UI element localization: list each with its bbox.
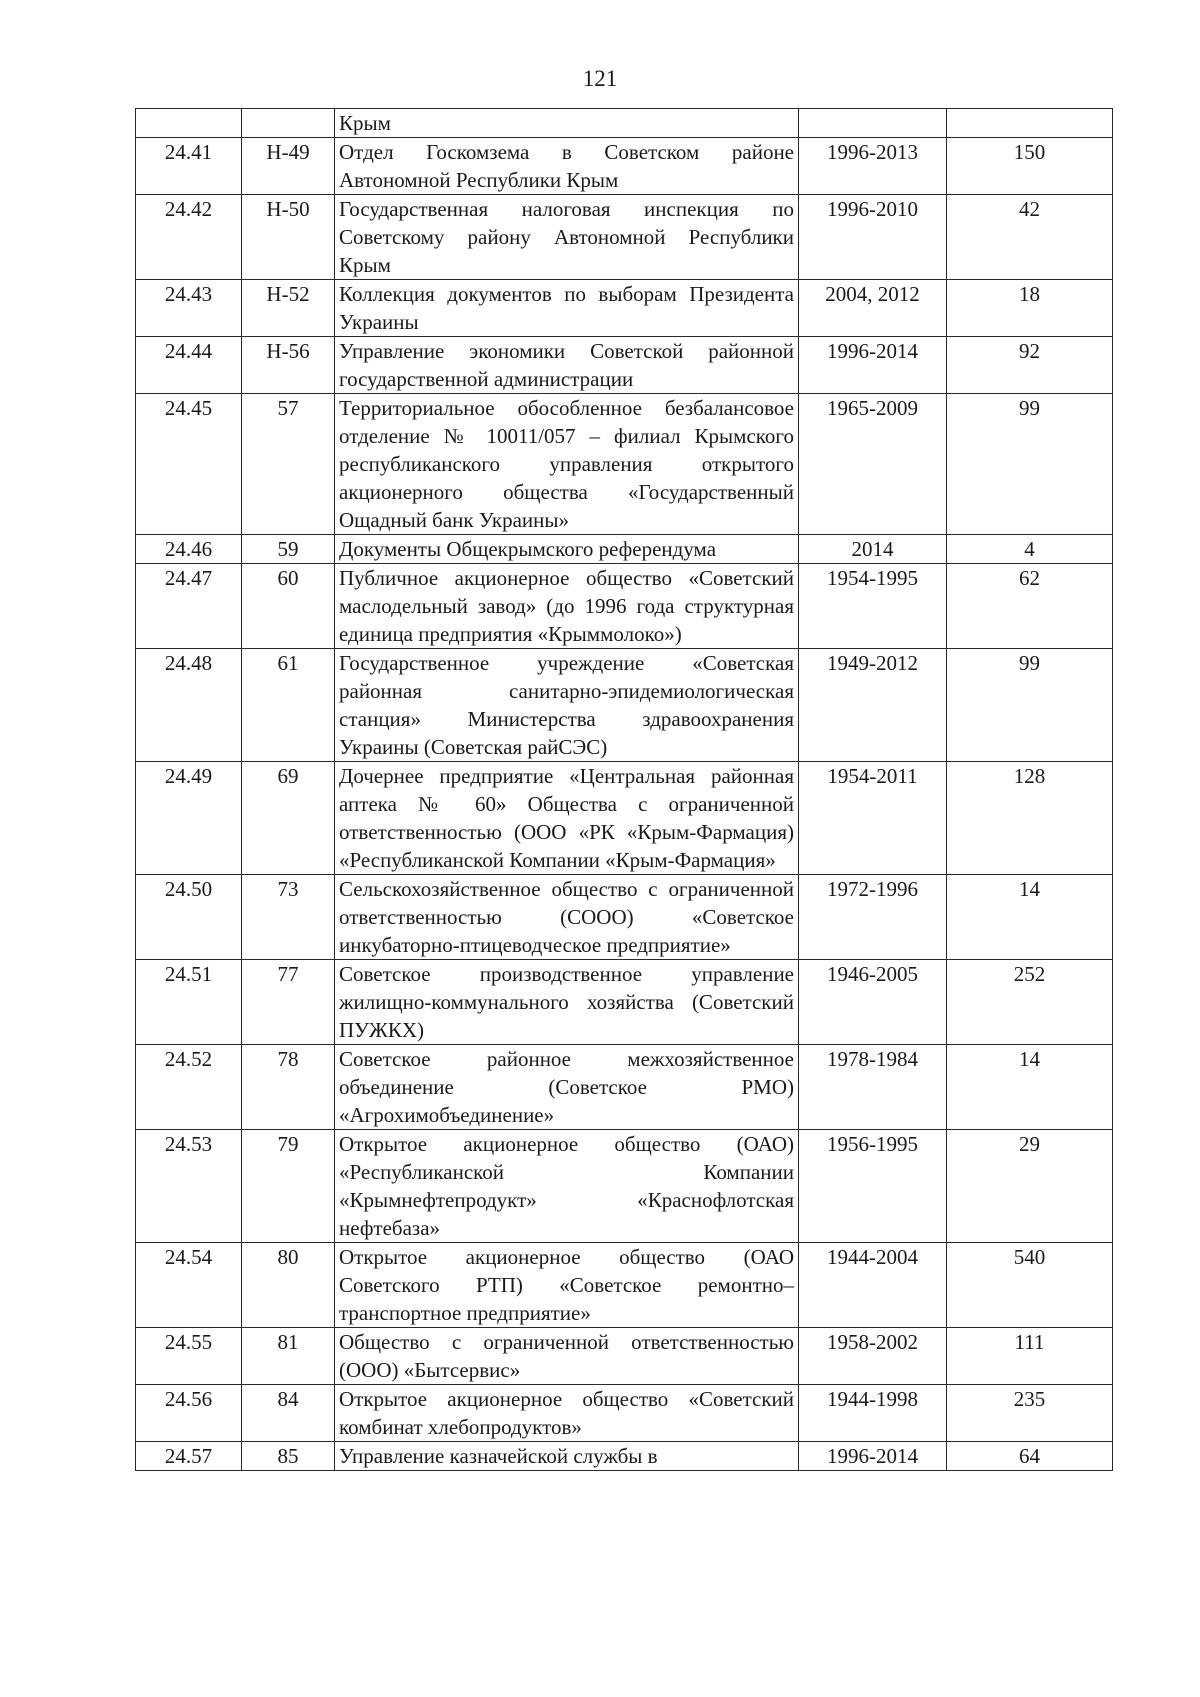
date-range: 1956-1995	[799, 1130, 947, 1243]
fund-name: Государственное учреждение «Советская районная санитарно-эпидемиологическая станция» Министерства здравоохранения Украины (Советская райСЭС)	[335, 649, 799, 762]
table-row	[136, 195, 1113, 280]
file-count: 29	[947, 1130, 1113, 1243]
file-count: 99	[947, 394, 1113, 535]
date-range: 1944-1998	[799, 1385, 947, 1442]
date-range: 1954-1995	[799, 564, 947, 649]
date-range: 1944-2004	[799, 1243, 947, 1328]
date-range: 1996-2013	[799, 138, 947, 195]
fund-number: 69	[242, 762, 335, 875]
file-count: 92	[947, 337, 1113, 394]
row-number: 24.47	[136, 564, 242, 649]
row-number: 24.41	[136, 138, 242, 195]
row-number: 24.51	[136, 960, 242, 1045]
fund-number: 57	[242, 394, 335, 535]
date-range: 2014	[799, 535, 947, 564]
fund-name: Отдел Госкомзема в Советском районе Автономной Республики Крым	[335, 138, 799, 195]
table-row	[136, 762, 1113, 875]
fund-number: 77	[242, 960, 335, 1045]
table-row	[136, 1442, 1113, 1471]
fund-number: 84	[242, 1385, 335, 1442]
fund-name: Территориальное обособленное безбалансовое отделение № 10011/057 – филиал Крымского республиканского управления открытого акционерного общества «Государственный Ощадный банк Украины»	[335, 394, 799, 535]
row-number: 24.42	[136, 195, 242, 280]
table-row	[136, 960, 1113, 1045]
table-row	[136, 1328, 1113, 1385]
date-range: 1996-2014	[799, 1442, 947, 1471]
fund-number: Н-52	[242, 280, 335, 337]
file-count: 14	[947, 875, 1113, 960]
file-count: 252	[947, 960, 1113, 1045]
fund-name: Коллекция документов по выборам Президента Украины	[335, 280, 799, 337]
file-count: 4	[947, 535, 1113, 564]
table-row	[136, 1385, 1113, 1442]
page-number: 121	[582, 66, 618, 91]
row-number: 24.44	[136, 337, 242, 394]
date-range	[799, 109, 947, 138]
fund-name: Открытое акционерное общество «Советский комбинат хлебопродуктов»	[335, 1385, 799, 1442]
date-range: 1972-1996	[799, 875, 947, 960]
fund-number: Н-56	[242, 337, 335, 394]
fund-number: Н-49	[242, 138, 335, 195]
date-range: 2004, 2012	[799, 280, 947, 337]
row-number: 24.56	[136, 1385, 242, 1442]
row-number: 24.55	[136, 1328, 242, 1385]
file-count: 235	[947, 1385, 1113, 1442]
row-number: 24.48	[136, 649, 242, 762]
file-count: 128	[947, 762, 1113, 875]
fund-number: 81	[242, 1328, 335, 1385]
table-row	[136, 394, 1113, 535]
row-number: 24.43	[136, 280, 242, 337]
row-number: 24.53	[136, 1130, 242, 1243]
fund-number: 85	[242, 1442, 335, 1471]
fund-number: 79	[242, 1130, 335, 1243]
table-row	[136, 138, 1113, 195]
fund-number: 78	[242, 1045, 335, 1130]
date-range: 1965-2009	[799, 394, 947, 535]
date-range: 1978-1984	[799, 1045, 947, 1130]
file-count: 64	[947, 1442, 1113, 1471]
file-count: 42	[947, 195, 1113, 280]
fund-name: Государственная налоговая инспекция по Советскому району Автономной Республики Крым	[335, 195, 799, 280]
fund-name: Советское производственное управление жилищно-коммунального хозяйства (Советский ПУЖКХ)	[335, 960, 799, 1045]
fund-name: Документы Общекрымского референдума	[335, 535, 799, 564]
fund-number	[242, 109, 335, 138]
file-count: 62	[947, 564, 1113, 649]
date-range: 1946-2005	[799, 960, 947, 1045]
row-number: 24.49	[136, 762, 242, 875]
table-row	[136, 280, 1113, 337]
date-range: 1996-2010	[799, 195, 947, 280]
table-row	[136, 875, 1113, 960]
fund-name: Советское районное межхозяйственное объединение (Советское РМО) «Агрохимобъединение»	[335, 1045, 799, 1130]
table-row	[136, 109, 1113, 138]
row-number: 24.57	[136, 1442, 242, 1471]
row-number	[136, 109, 242, 138]
table-row	[136, 1045, 1113, 1130]
row-number: 24.54	[136, 1243, 242, 1328]
table-row	[136, 564, 1113, 649]
fund-name: Управление экономики Советской районной государственной администрации	[335, 337, 799, 394]
date-range: 1954-2011	[799, 762, 947, 875]
date-range: 1958-2002	[799, 1328, 947, 1385]
fund-number: 61	[242, 649, 335, 762]
fund-name: Сельскохозяйственное общество с ограниченной ответственностью (СООО) «Советское инкубаторно-птицеводческое предприятие»	[335, 875, 799, 960]
fund-name: Общество с ограниченной ответственностью (ООО) «Бытсервис»	[335, 1328, 799, 1385]
row-number: 24.45	[136, 394, 242, 535]
row-number: 24.50	[136, 875, 242, 960]
file-count	[947, 109, 1113, 138]
fund-name: Управление казначейской службы в	[335, 1442, 799, 1471]
fund-number: 59	[242, 535, 335, 564]
fund-name: Открытое акционерное общество (ОАО Советского РТП) «Советское ремонтно–транспортное предприятие»	[335, 1243, 799, 1328]
file-count: 14	[947, 1045, 1113, 1130]
table-row	[136, 649, 1113, 762]
fund-number: Н-50	[242, 195, 335, 280]
archive-funds-table	[135, 108, 1113, 1471]
fund-number: 80	[242, 1243, 335, 1328]
fund-number: 60	[242, 564, 335, 649]
fund-name: Публичное акционерное общество «Советский маслодельный завод» (до 1996 года структурная единица предприятия «Крыммолоко»)	[335, 564, 799, 649]
date-range: 1996-2014	[799, 337, 947, 394]
fund-name: Крым	[335, 109, 799, 138]
table-row	[136, 1243, 1113, 1328]
file-count: 18	[947, 280, 1113, 337]
fund-number: 73	[242, 875, 335, 960]
table-row	[136, 535, 1113, 564]
file-count: 540	[947, 1243, 1113, 1328]
fund-name: Дочернее предприятие «Центральная районная аптека № 60» Общества с ограниченной ответственностью (ООО «РК «Крым-Фармация) «Республиканской Компании «Крым-Фармация»	[335, 762, 799, 875]
row-number: 24.52	[136, 1045, 242, 1130]
file-count: 150	[947, 138, 1113, 195]
file-count: 111	[947, 1328, 1113, 1385]
row-number: 24.46	[136, 535, 242, 564]
date-range: 1949-2012	[799, 649, 947, 762]
fund-name: Открытое акционерное общество (ОАО) «Республиканской Компании «Крымнефтепродукт» «Краснофлотская нефтебаза»	[335, 1130, 799, 1243]
table-row	[136, 1130, 1113, 1243]
file-count: 99	[947, 649, 1113, 762]
table-row	[136, 337, 1113, 394]
